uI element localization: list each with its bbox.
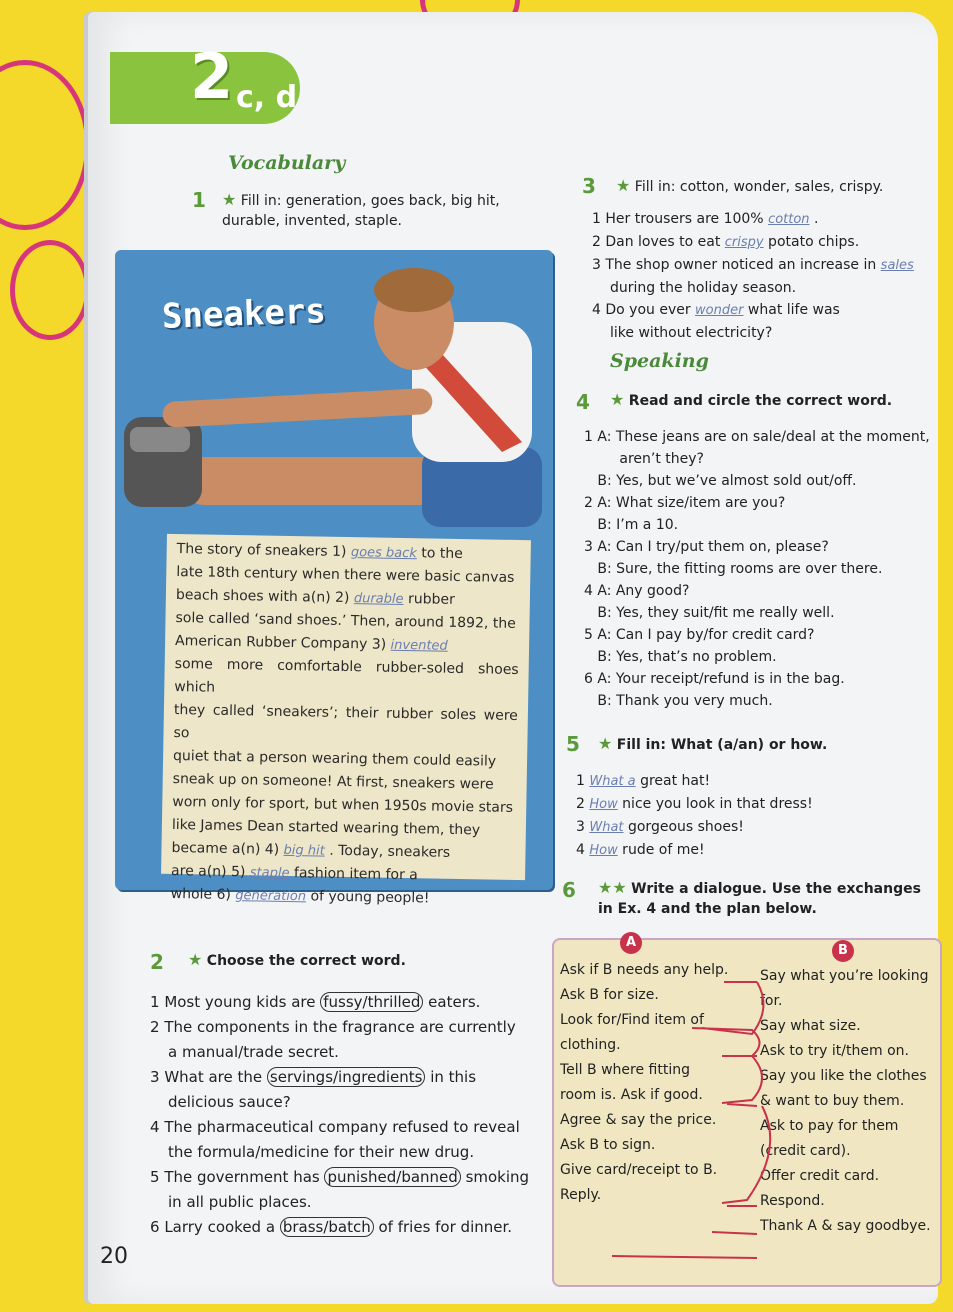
speaker-label: B: xyxy=(597,649,617,665)
handwritten-answer[interactable]: crispy xyxy=(724,235,764,250)
star-icon: ★ xyxy=(222,190,237,209)
handwritten-answer[interactable]: What xyxy=(589,820,624,835)
plan-step-b: & want to buy them. xyxy=(760,1093,905,1109)
dialogue-line xyxy=(584,470,930,492)
plan-step-b: Ask to pay for them xyxy=(760,1118,899,1134)
reading-line-text: like James Dean started wearing them, they xyxy=(171,816,481,839)
reading-line xyxy=(174,653,519,705)
reading-line-text: late 18th century when there were basic canvas xyxy=(176,564,515,586)
plan-step-a: Reply. xyxy=(560,1187,602,1203)
reading-line-text: worn only for sport, but when 1950s movie stars xyxy=(172,793,514,816)
item-text: . xyxy=(809,211,819,227)
dialogue-line xyxy=(584,690,930,712)
item-number: 2 xyxy=(576,796,590,812)
speaker-label: A: xyxy=(597,627,616,643)
exercise-item xyxy=(150,1015,530,1040)
reading-line xyxy=(173,699,518,751)
exercise-item xyxy=(576,839,916,862)
exercise-1-instruction: ★ Fill in: generation, goes back, big hit, durable, invented, staple. xyxy=(222,190,500,229)
background-doodle xyxy=(10,240,90,340)
item-number: 2 xyxy=(584,495,598,511)
exercise-item xyxy=(592,299,928,322)
plan-step-b: for. xyxy=(760,993,783,1009)
handwritten-answer[interactable]: goes back xyxy=(350,545,418,562)
item-number: 3 xyxy=(584,539,598,555)
dialogue-line xyxy=(584,646,930,668)
exercise-item-continuation: delicious sauce? xyxy=(168,1093,291,1111)
speaker-label: A: xyxy=(597,495,616,511)
item-number xyxy=(584,517,597,533)
reading-line-text: The story of sneakers 1) xyxy=(176,541,352,561)
unit-number: 2 xyxy=(190,40,234,113)
exercise-item xyxy=(150,990,530,1015)
exercise-2-instruction: ★ Choose the correct word. xyxy=(188,950,406,969)
reading-title: Sneakers xyxy=(161,291,327,337)
vocabulary-title: Vocabulary xyxy=(228,152,346,174)
item-number xyxy=(584,605,597,621)
handwritten-answer[interactable]: sales xyxy=(880,258,914,273)
reading-line-text: beach shoes with a(n) 2) xyxy=(175,587,355,607)
plan-step-b: (credit card). xyxy=(760,1143,851,1159)
plan-step-a: Agree & say the price. xyxy=(560,1112,717,1128)
exercise-2-number: 2 xyxy=(150,950,164,974)
handwritten-answer[interactable]: How xyxy=(589,797,618,812)
item-text: eaters. xyxy=(423,993,481,1011)
star-icon: ★ xyxy=(598,734,613,753)
item-text: The components in the fragrance are currently xyxy=(164,1018,516,1036)
speaker-label: B: xyxy=(597,517,617,533)
item-text: smoking xyxy=(460,1168,530,1186)
circled-choice[interactable]: punished/banned xyxy=(324,1167,460,1187)
star-icon: ★ xyxy=(188,950,203,969)
handwritten-answer[interactable]: staple xyxy=(249,865,290,882)
plan-step-b: Thank A & say goodbye. xyxy=(760,1218,931,1234)
exercise-item xyxy=(576,816,916,839)
item-text: what life was xyxy=(743,302,840,318)
item-text: What are the xyxy=(164,1068,267,1086)
dialogue-line xyxy=(584,602,930,624)
exercise-1-number: 1 xyxy=(192,188,206,212)
item-number: 4 xyxy=(592,302,606,318)
exercise-6-instruction: ★★ Write a dialogue. Use the exchanges in Ex. 4 and the plan below. xyxy=(598,878,921,917)
item-number: 5 xyxy=(150,1168,165,1186)
reading-line-text: whole 6) xyxy=(170,885,236,904)
exercise-5-instruction: ★ Fill in: What (a/an) or how. xyxy=(598,734,828,753)
item-text: great hat! xyxy=(635,773,711,789)
reading-line-text: rubber xyxy=(403,590,455,608)
handwritten-answer[interactable]: durable xyxy=(353,591,404,607)
handwritten-answer[interactable]: generation xyxy=(235,888,307,905)
plan-step-a: Ask B for size. xyxy=(560,987,659,1003)
item-text: The pharmaceutical company refused to reveal xyxy=(164,1118,520,1136)
plan-arrows xyxy=(552,938,938,1283)
handwritten-answer[interactable]: cotton xyxy=(768,212,810,227)
item-text: of fries for dinner. xyxy=(373,1218,513,1236)
exercise-item xyxy=(150,1065,530,1090)
star-icon: ★★ xyxy=(598,878,627,897)
dialogue-text: Yes, that’s no problem. xyxy=(616,649,777,665)
exercise-item xyxy=(150,1115,530,1140)
exercise-item xyxy=(576,793,916,816)
item-number: 5 xyxy=(584,627,598,643)
item-number: 4 xyxy=(576,842,590,858)
item-number xyxy=(584,561,597,577)
dialogue-text: These jeans are on sale/deal at the moment, xyxy=(615,429,930,445)
speaker-label: A: xyxy=(597,583,616,599)
unit-letters: c, d xyxy=(236,80,298,115)
item-number xyxy=(584,693,597,709)
exercise-item-continuation: a manual/trade secret. xyxy=(168,1043,339,1061)
reading-line-text: became a(n) 4) xyxy=(171,839,284,858)
star-icon: ★ xyxy=(610,390,625,409)
item-text: The government has xyxy=(164,1168,325,1186)
speaker-label: A: xyxy=(597,429,616,445)
item-text: The shop owner noticed an increase in xyxy=(605,257,881,273)
reading-line-text: sole called ‘sand shoes.’ Then, around 1892, the xyxy=(175,610,516,632)
item-text: Dan loves to eat xyxy=(605,234,725,250)
reading-line-text: fashion item for a xyxy=(289,865,418,884)
exercise-item-continuation: like without electricity? xyxy=(610,325,773,341)
plan-step-b: Say what you’re looking xyxy=(760,968,929,984)
dialogue-text: Can I pay by/for credit card? xyxy=(615,627,815,643)
speaker-label: A: xyxy=(597,539,616,555)
star-icon: ★ xyxy=(616,176,631,195)
dialogue-text: Thank you very much. xyxy=(616,693,773,709)
plan-step-b: Say you like the clothes xyxy=(760,1068,927,1084)
item-text: potato chips. xyxy=(763,234,860,250)
dialogue-line xyxy=(584,558,930,580)
dialogue-text: What size/item are you? xyxy=(615,495,786,511)
plan-step-b: Ask to try it/them on. xyxy=(760,1043,909,1059)
reading-line-text: . Today, sneakers xyxy=(324,842,451,861)
column-b-label: B xyxy=(832,940,854,962)
item-number: 6 xyxy=(584,671,598,687)
handwritten-answer[interactable]: big hit xyxy=(283,842,325,859)
exercise-item xyxy=(150,1165,530,1190)
background-doodle xyxy=(0,60,90,230)
exercise-3-list xyxy=(592,208,928,344)
reading-line-text: they called ‘sneakers’; their rubber soles were so xyxy=(173,701,519,742)
item-number xyxy=(584,649,597,665)
page-number: 20 xyxy=(100,1244,128,1269)
reading-line-text: sneak up on someone! At first, sneakers were xyxy=(172,770,494,793)
exercise-4-list xyxy=(584,426,930,712)
reading-line xyxy=(171,883,515,912)
speaker-label: B: xyxy=(597,561,617,577)
exercise-4-number: 4 xyxy=(576,390,590,414)
speaking-title: Speaking xyxy=(610,350,709,372)
circled-choice[interactable]: fussy/thrilled xyxy=(320,992,423,1012)
item-number: 2 xyxy=(150,1018,165,1036)
exercise-3-instruction: ★ Fill in: cotton, wonder, sales, crispy. xyxy=(616,176,884,195)
dialogue-line xyxy=(584,426,930,448)
plan-step-b: Respond. xyxy=(760,1193,825,1209)
plan-step-a: room is. Ask if good. xyxy=(560,1087,703,1103)
reading-line-text: of young people! xyxy=(305,888,430,907)
exercise-3-number: 3 xyxy=(582,174,596,198)
dialogue-line xyxy=(584,624,930,646)
speaker-label: B: xyxy=(597,605,617,621)
dialogue-text: Sure, the fitting rooms are over there. xyxy=(616,561,883,577)
plan-step-b: Offer credit card. xyxy=(760,1168,880,1184)
dialogue-text: Can I try/put them on, please? xyxy=(615,539,829,555)
item-number: 2 xyxy=(592,234,606,250)
reading-text xyxy=(161,534,531,907)
textbook-page xyxy=(88,12,938,1304)
dialogue-line xyxy=(584,668,930,690)
item-number: 1 xyxy=(576,773,590,789)
handwritten-answer[interactable]: How xyxy=(589,843,618,858)
item-number: 1 xyxy=(584,429,598,445)
dialogue-line xyxy=(584,492,930,514)
handwritten-answer[interactable]: wonder xyxy=(695,303,744,318)
speaker-label: B: xyxy=(597,693,617,709)
plan-step-a: Give card/receipt to B. xyxy=(560,1162,718,1178)
plan-step-a: Look for/Find item of xyxy=(560,1012,704,1028)
item-text: in this xyxy=(425,1068,477,1086)
plan-step-a: Ask if B needs any help. xyxy=(560,962,729,978)
exercise-item xyxy=(592,208,928,231)
dialogue-line xyxy=(584,536,930,558)
speaker-label: B: xyxy=(597,473,617,489)
reading-line-text: are a(n) 5) xyxy=(170,862,250,881)
dialogue-text: Any good? xyxy=(615,583,690,599)
exercise-item-continuation: the formula/medicine for their new drug. xyxy=(168,1143,475,1161)
item-text: Her trousers are 100% xyxy=(605,211,769,227)
plan-step-a: clothing. xyxy=(560,1037,621,1053)
column-a-label: A xyxy=(620,932,642,954)
exercise-item-continuation: in all public places. xyxy=(168,1193,312,1211)
reading-line-text: quiet that a person wearing them could easily xyxy=(172,747,497,770)
exercise-4-instruction: ★ Read and circle the correct word. xyxy=(610,390,893,409)
handwritten-answer[interactable]: invented xyxy=(390,637,448,654)
item-number: 4 xyxy=(584,583,598,599)
item-text: rude of me! xyxy=(617,842,705,858)
reading-line-text: American Rubber Company 3) xyxy=(174,633,391,653)
item-text: gorgeous shoes! xyxy=(623,819,744,835)
exercise-item xyxy=(592,254,928,277)
plan-step-a: Ask B to sign. xyxy=(560,1137,656,1153)
circled-choice[interactable]: brass/batch xyxy=(280,1217,374,1237)
dialogue-text: Yes, but we’ve almost sold out/off. xyxy=(616,473,857,489)
item-number: 3 xyxy=(150,1068,165,1086)
exercise-item xyxy=(576,770,916,793)
dialogue-text: Your receipt/refund is in the bag. xyxy=(615,671,845,687)
reading-line-text: to the xyxy=(416,545,463,563)
speaker-label: A: xyxy=(597,671,616,687)
plan-step-a: Tell B where fitting xyxy=(560,1062,690,1078)
circled-choice[interactable]: servings/ingredients xyxy=(267,1067,426,1087)
exercise-item-continuation: during the holiday season. xyxy=(610,280,797,296)
dialogue-line xyxy=(584,514,930,536)
dialogue-text: I’m a 10. xyxy=(616,517,679,533)
item-number: 4 xyxy=(150,1118,165,1136)
item-text: nice you look in that dress! xyxy=(617,796,813,812)
exercise-5-number: 5 xyxy=(566,732,580,756)
dialogue-line xyxy=(584,448,930,470)
item-text: Do you ever xyxy=(605,302,696,318)
item-number: 1 xyxy=(150,993,165,1011)
exercise-2-list xyxy=(150,990,530,1240)
exercise-item xyxy=(592,231,928,254)
plan-step-b: Say what size. xyxy=(760,1018,861,1034)
item-text: Larry cooked a xyxy=(164,1218,280,1236)
exercise-6-number: 6 xyxy=(562,878,576,902)
item-number: 3 xyxy=(576,819,590,835)
item-number: 6 xyxy=(150,1218,165,1236)
dialogue-line xyxy=(584,580,930,602)
item-number: 1 xyxy=(592,211,606,227)
dialogue-text: Yes, they suit/fit me really well. xyxy=(616,605,835,621)
handwritten-answer[interactable]: What a xyxy=(589,774,636,789)
item-number xyxy=(584,473,597,489)
exercise-5-list xyxy=(576,770,916,862)
reading-line-text: some more comfortable rubber-soled shoes which xyxy=(174,656,519,696)
item-number: 3 xyxy=(592,257,606,273)
item-number xyxy=(606,451,619,467)
exercise-item xyxy=(150,1215,530,1240)
item-text: Most young kids are xyxy=(164,993,321,1011)
dialogue-text: aren’t they? xyxy=(619,451,704,467)
